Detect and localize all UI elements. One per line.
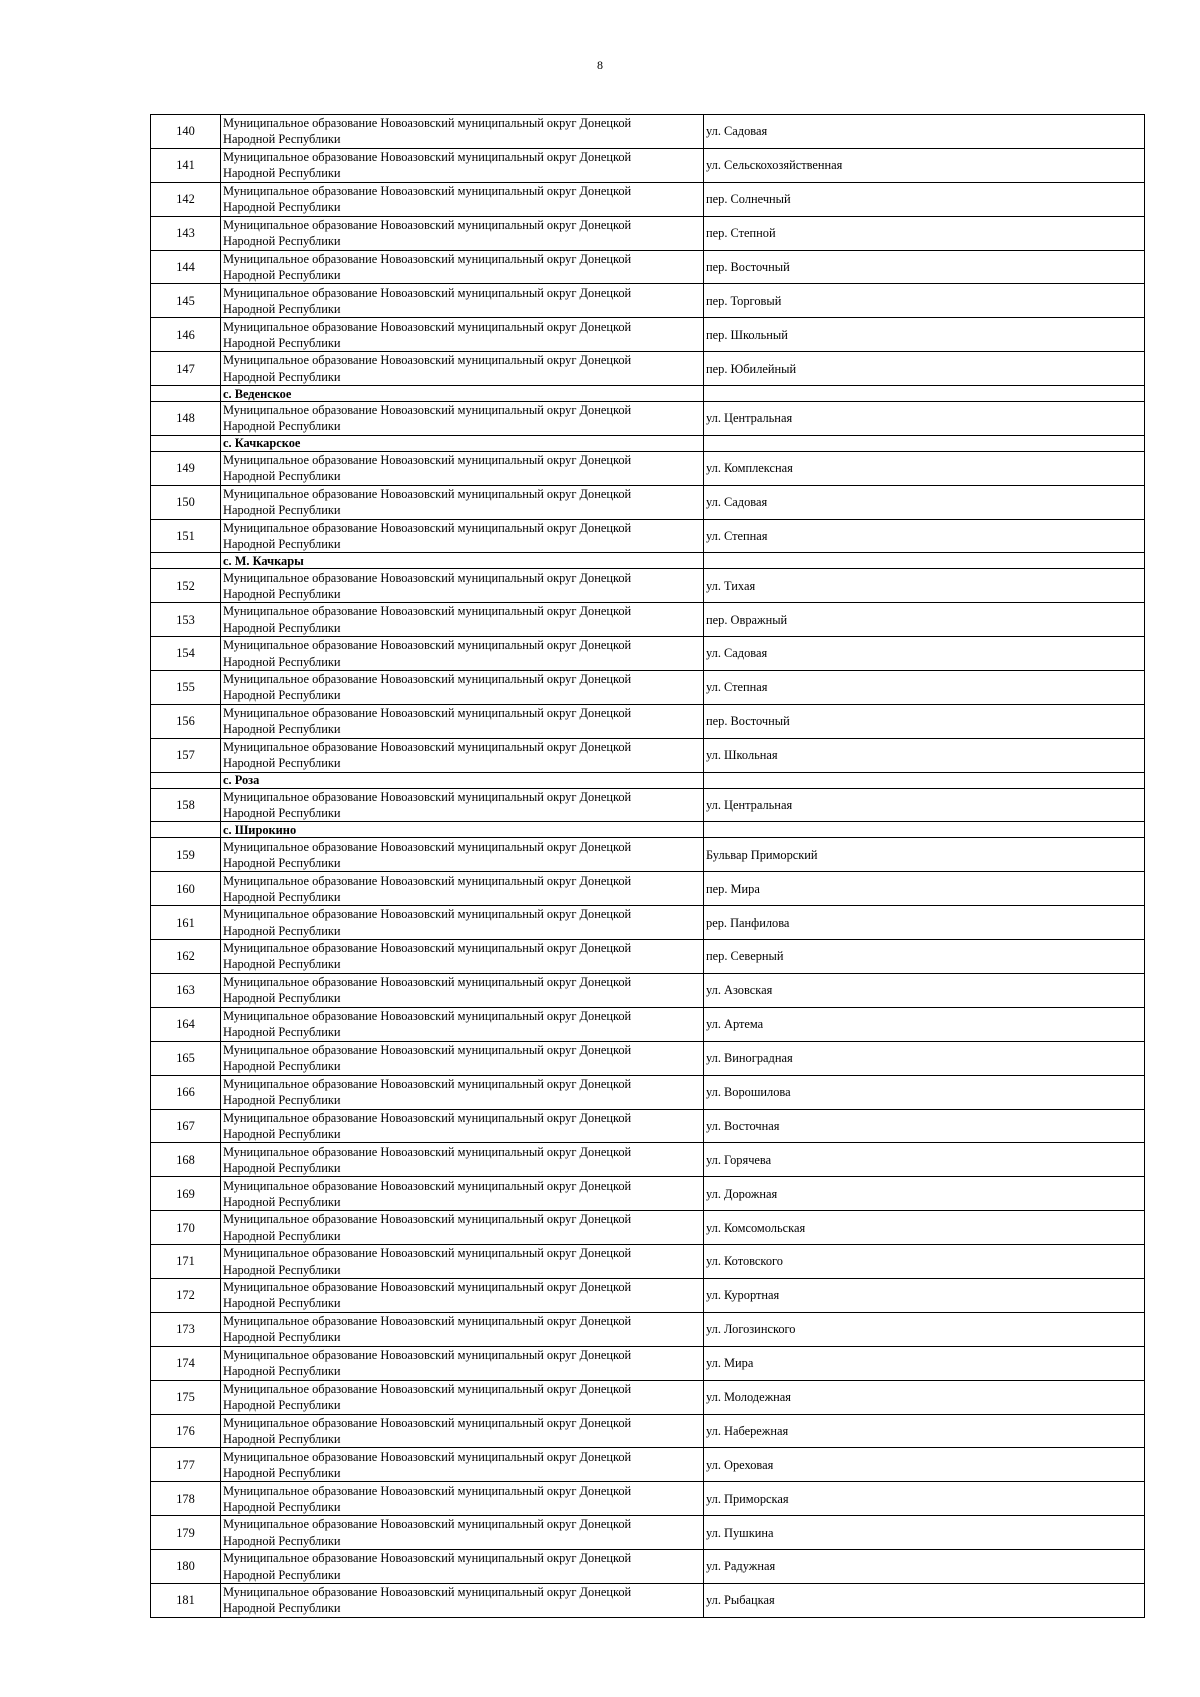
municipality-line-2: Народной Республики (223, 1364, 341, 1379)
table-row (151, 1414, 1145, 1448)
municipality-cell (221, 1278, 704, 1312)
municipality-line-2: Народной Республики (223, 537, 341, 552)
street-name: ул. Горячева (704, 1143, 1145, 1177)
table-row (151, 1109, 1145, 1143)
table-row (151, 1583, 1145, 1617)
municipality-line-1: Муниципальное образование Новоазовский муниципальный округ Донецкой (223, 1042, 632, 1057)
row-number: 150 (151, 485, 221, 519)
municipality-cell (221, 284, 704, 318)
municipality-cell (221, 1346, 704, 1380)
municipality-line-2: Народной Республики (223, 419, 341, 434)
municipality-line-2: Народной Республики (223, 1228, 341, 1243)
row-number: 172 (151, 1278, 221, 1312)
street-name: ул. Садовая (704, 115, 1145, 149)
table-row (151, 1245, 1145, 1279)
street-name: ул. Радужная (704, 1550, 1145, 1584)
street-name: ул. Котовского (704, 1245, 1145, 1279)
table-row (151, 1075, 1145, 1109)
municipality-cell (221, 402, 704, 436)
section-num-cell (151, 553, 221, 569)
settlement-title: с. Веденское (221, 386, 704, 402)
row-number: 146 (151, 318, 221, 352)
table-row (151, 940, 1145, 974)
street-name: ул. Комплексная (704, 451, 1145, 485)
municipality-line-2: Народной Республики (223, 1296, 341, 1311)
municipality-cell (221, 872, 704, 906)
municipality-line-1: Муниципальное образование Новоазовский муниципальный округ Донецкой (223, 1178, 632, 1193)
street-name: пер. Школьный (704, 318, 1145, 352)
table-row (151, 838, 1145, 872)
municipality-line-1: Муниципальное образование Новоазовский муниципальный округ Донецкой (223, 1415, 632, 1430)
table-row (151, 1380, 1145, 1414)
row-number: 154 (151, 637, 221, 671)
municipality-line-2: Народной Республики (223, 756, 341, 771)
municipality-cell (221, 973, 704, 1007)
municipality-cell (221, 318, 704, 352)
municipality-line-1: Муниципальное образование Новоазовский муниципальный округ Донецкой (223, 604, 632, 619)
municipality-cell (221, 1245, 704, 1279)
row-number: 160 (151, 872, 221, 906)
municipality-line-2: Народной Республики (223, 166, 341, 181)
municipality-line-2: Народной Республики (223, 923, 341, 938)
municipality-cell (221, 1075, 704, 1109)
municipality-line-2: Народной Республики (223, 722, 341, 737)
municipality-cell (221, 738, 704, 772)
municipality-cell (221, 1414, 704, 1448)
municipality-line-2: Народной Республики (223, 1533, 341, 1548)
section-row (151, 386, 1145, 402)
row-number: 180 (151, 1550, 221, 1584)
street-name: ул. Садовая (704, 485, 1145, 519)
row-number: 163 (151, 973, 221, 1007)
street-name: рер. Панфилова (704, 906, 1145, 940)
municipality-line-1: Муниципальное образование Новоазовский муниципальный округ Донецкой (223, 570, 632, 585)
municipality-line-1: Муниципальное образование Новоазовский муниципальный округ Донецкой (223, 839, 632, 854)
table-row (151, 637, 1145, 671)
table-row (151, 1177, 1145, 1211)
table-row (151, 569, 1145, 603)
row-number: 140 (151, 115, 221, 149)
row-number: 145 (151, 284, 221, 318)
street-name: пер. Степной (704, 216, 1145, 250)
municipality-line-1: Муниципальное образование Новоазовский муниципальный округ Донецкой (223, 1483, 632, 1498)
municipality-line-2: Народной Республики (223, 957, 341, 972)
street-name: пер. Овражный (704, 603, 1145, 637)
table-row (151, 1211, 1145, 1245)
municipality-cell (221, 603, 704, 637)
municipality-line-1: Муниципальное образование Новоазовский муниципальный округ Донецкой (223, 789, 632, 804)
municipality-cell (221, 1583, 704, 1617)
street-name: ул. Виноградная (704, 1041, 1145, 1075)
municipality-line-2: Народной Республики (223, 503, 341, 518)
municipality-line-1: Муниципальное образование Новоазовский муниципальный округ Донецкой (223, 907, 632, 922)
municipality-line-1: Муниципальное образование Новоазовский муниципальный округ Донецкой (223, 1314, 632, 1329)
municipality-line-2: Народной Республики (223, 200, 341, 215)
street-name: ул. Восточная (704, 1109, 1145, 1143)
municipality-cell (221, 451, 704, 485)
municipality-line-1: Муниципальное образование Новоазовский муниципальный округ Донецкой (223, 873, 632, 888)
municipality-line-2: Народной Республики (223, 586, 341, 601)
municipality-line-1: Муниципальное образование Новоазовский муниципальный округ Донецкой (223, 184, 632, 199)
municipality-line-1: Муниципальное образование Новоазовский муниципальный округ Донецкой (223, 285, 632, 300)
municipality-line-2: Народной Республики (223, 1093, 341, 1108)
table-row (151, 704, 1145, 738)
municipality-cell (221, 704, 704, 738)
section-street-cell (704, 553, 1145, 569)
municipality-line-2: Народной Республики (223, 1059, 341, 1074)
section-num-cell (151, 822, 221, 838)
settlement-title: с. М. Качкары (221, 553, 704, 569)
municipality-line-2: Народной Республики (223, 1262, 341, 1277)
row-number: 181 (151, 1583, 221, 1617)
row-number: 165 (151, 1041, 221, 1075)
row-number: 166 (151, 1075, 221, 1109)
row-number: 152 (151, 569, 221, 603)
table-row (151, 216, 1145, 250)
street-name: ул. Центральная (704, 788, 1145, 822)
section-num-cell (151, 386, 221, 402)
municipality-cell (221, 1312, 704, 1346)
municipality-cell (221, 1482, 704, 1516)
row-number: 178 (151, 1482, 221, 1516)
street-name: Бульвар Приморский (704, 838, 1145, 872)
municipality-line-1: Муниципальное образование Новоазовский муниципальный округ Донецкой (223, 975, 632, 990)
municipality-line-1: Муниципальное образование Новоазовский муниципальный округ Донецкой (223, 403, 632, 418)
municipality-line-2: Народной Республики (223, 301, 341, 316)
municipality-line-2: Народной Республики (223, 335, 341, 350)
municipality-cell (221, 250, 704, 284)
table-row (151, 485, 1145, 519)
section-num-cell (151, 772, 221, 788)
municipality-cell (221, 1177, 704, 1211)
municipality-line-1: Муниципальное образование Новоазовский муниципальный округ Донецкой (223, 1076, 632, 1091)
street-name: ул. Степная (704, 519, 1145, 553)
street-name: пер. Северный (704, 940, 1145, 974)
section-street-cell (704, 772, 1145, 788)
municipality-line-2: Народной Республики (223, 620, 341, 635)
table-row (151, 1143, 1145, 1177)
municipality-cell (221, 182, 704, 216)
street-name: ул. Дорожная (704, 1177, 1145, 1211)
table-row (151, 318, 1145, 352)
street-name: ул. Ореховая (704, 1448, 1145, 1482)
row-number: 171 (151, 1245, 221, 1279)
municipality-line-1: Муниципальное образование Новоазовский муниципальный округ Донецкой (223, 319, 632, 334)
row-number: 156 (151, 704, 221, 738)
street-name: ул. Тихая (704, 569, 1145, 603)
section-row (151, 822, 1145, 838)
row-number: 143 (151, 216, 221, 250)
row-number: 157 (151, 738, 221, 772)
municipality-line-2: Народной Республики (223, 806, 341, 821)
row-number: 168 (151, 1143, 221, 1177)
municipality-line-2: Народной Республики (223, 268, 341, 282)
municipality-line-2: Народной Республики (223, 991, 341, 1006)
street-name: ул. Молодежная (704, 1380, 1145, 1414)
row-number: 162 (151, 940, 221, 974)
municipality-line-2: Народной Республики (223, 1126, 341, 1141)
municipality-line-2: Народной Республики (223, 1398, 341, 1413)
table-row (151, 182, 1145, 216)
table-row (151, 1346, 1145, 1380)
table-row (151, 1448, 1145, 1482)
municipality-line-1: Муниципальное образование Новоазовский муниципальный округ Донецкой (223, 740, 632, 755)
row-number: 141 (151, 148, 221, 182)
street-name: ул. Логозинского (704, 1312, 1145, 1346)
street-name: пер. Восточный (704, 704, 1145, 738)
table-row (151, 352, 1145, 386)
table-row (151, 906, 1145, 940)
section-street-cell (704, 386, 1145, 402)
row-number: 175 (151, 1380, 221, 1414)
street-name: ул. Курортная (704, 1278, 1145, 1312)
municipality-line-2: Народной Республики (223, 1160, 341, 1175)
section-street-cell (704, 435, 1145, 451)
municipality-line-2: Народной Республики (223, 469, 341, 484)
municipality-cell (221, 352, 704, 386)
municipality-line-2: Народной Республики (223, 1601, 341, 1616)
municipality-cell (221, 906, 704, 940)
street-name: ул. Комсомольская (704, 1211, 1145, 1245)
row-number: 149 (151, 451, 221, 485)
municipality-line-2: Народной Республики (223, 1194, 341, 1209)
municipality-line-2: Народной Республики (223, 1025, 341, 1040)
row-number: 177 (151, 1448, 221, 1482)
municipality-line-1: Муниципальное образование Новоазовский муниципальный округ Донецкой (223, 1551, 632, 1566)
municipality-cell (221, 1211, 704, 1245)
municipality-cell (221, 838, 704, 872)
row-number: 144 (151, 250, 221, 284)
row-number: 167 (151, 1109, 221, 1143)
municipality-line-1: Муниципальное образование Новоазовский муниципальный округ Донецкой (223, 672, 632, 687)
municipality-cell (221, 1516, 704, 1550)
municipality-line-1: Муниципальное образование Новоазовский муниципальный округ Донецкой (223, 520, 632, 535)
municipality-line-1: Муниципальное образование Новоазовский муниципальный округ Донецкой (223, 1144, 632, 1159)
municipality-line-2: Народной Республики (223, 234, 341, 249)
street-name: ул. Приморская (704, 1482, 1145, 1516)
municipality-cell (221, 216, 704, 250)
municipality-line-1: Муниципальное образование Новоазовский муниципальный округ Донецкой (223, 150, 632, 165)
street-name: ул. Пушкина (704, 1516, 1145, 1550)
municipality-cell (221, 1143, 704, 1177)
municipality-cell (221, 1448, 704, 1482)
municipality-line-2: Народной Республики (223, 855, 341, 870)
municipality-cell (221, 671, 704, 705)
table-row (151, 1482, 1145, 1516)
municipality-line-1: Муниципальное образование Новоазовский муниципальный округ Донецкой (223, 706, 632, 721)
street-name: пер. Торговый (704, 284, 1145, 318)
row-number: 179 (151, 1516, 221, 1550)
street-name: ул. Степная (704, 671, 1145, 705)
table-row (151, 788, 1145, 822)
municipality-cell (221, 519, 704, 553)
street-name: ул. Мира (704, 1346, 1145, 1380)
municipality-cell (221, 148, 704, 182)
municipality-line-1: Муниципальное образование Новоазовский муниципальный округ Донецкой (223, 116, 632, 131)
municipality-line-1: Муниципальное образование Новоазовский муниципальный округ Донецкой (223, 1449, 632, 1464)
street-name: ул. Артема (704, 1007, 1145, 1041)
table-row (151, 603, 1145, 637)
street-name: ул. Садовая (704, 637, 1145, 671)
municipality-line-2: Народной Республики (223, 1330, 341, 1345)
table-row (151, 115, 1145, 149)
municipality-line-1: Муниципальное образование Новоазовский муниципальный округ Донецкой (223, 486, 632, 501)
row-number: 176 (151, 1414, 221, 1448)
municipality-cell (221, 115, 704, 149)
municipality-line-2: Народной Республики (223, 688, 341, 703)
row-number: 174 (151, 1346, 221, 1380)
municipality-line-1: Муниципальное образование Новоазовский муниципальный округ Донецкой (223, 941, 632, 956)
table-row (151, 1041, 1145, 1075)
municipality-line-1: Муниципальное образование Новоазовский муниципальный округ Донецкой (223, 1009, 632, 1024)
table-row (151, 451, 1145, 485)
municipality-line-2: Народной Республики (223, 1499, 341, 1514)
street-registry-table (150, 114, 1145, 1618)
municipality-line-2: Народной Республики (223, 889, 341, 904)
page-number: 8 (597, 58, 603, 72)
settlement-title: с. Роза (221, 772, 704, 788)
municipality-line-1: Муниципальное образование Новоазовский муниципальный округ Донецкой (223, 353, 632, 368)
municipality-cell (221, 940, 704, 974)
section-num-cell (151, 435, 221, 451)
registry-body (151, 115, 1145, 1618)
row-number: 155 (151, 671, 221, 705)
row-number: 147 (151, 352, 221, 386)
row-number: 164 (151, 1007, 221, 1041)
street-name: ул. Азовская (704, 973, 1145, 1007)
table-row (151, 872, 1145, 906)
table-row (151, 1550, 1145, 1584)
municipality-cell (221, 637, 704, 671)
municipality-cell (221, 1007, 704, 1041)
municipality-line-1: Муниципальное образование Новоазовский муниципальный округ Донецкой (223, 1280, 632, 1295)
street-name: пер. Восточный (704, 250, 1145, 284)
municipality-line-2: Народной Республики (223, 1465, 341, 1480)
settlement-title: с. Широкино (221, 822, 704, 838)
municipality-line-2: Народной Республики (223, 369, 341, 384)
row-number: 148 (151, 402, 221, 436)
row-number: 151 (151, 519, 221, 553)
street-name: ул. Ворошилова (704, 1075, 1145, 1109)
row-number: 173 (151, 1312, 221, 1346)
municipality-line-1: Муниципальное образование Новоазовский муниципальный округ Донецкой (223, 1381, 632, 1396)
table-row (151, 519, 1145, 553)
municipality-line-1: Муниципальное образование Новоазовский муниципальный округ Донецкой (223, 1110, 632, 1125)
street-name: пер. Мира (704, 872, 1145, 906)
row-number: 170 (151, 1211, 221, 1245)
section-row (151, 553, 1145, 569)
municipality-line-2: Народной Республики (223, 1431, 341, 1446)
street-name: пер. Юбилейный (704, 352, 1145, 386)
municipality-cell (221, 1109, 704, 1143)
table-row (151, 973, 1145, 1007)
municipality-line-2: Народной Республики (223, 654, 341, 669)
street-name: ул. Школьная (704, 738, 1145, 772)
municipality-line-1: Муниципальное образование Новоазовский муниципальный округ Донецкой (223, 217, 632, 232)
section-street-cell (704, 822, 1145, 838)
municipality-line-2: Народной Республики (223, 1567, 341, 1582)
table-row (151, 738, 1145, 772)
row-number: 142 (151, 182, 221, 216)
table-row (151, 1516, 1145, 1550)
section-row (151, 435, 1145, 451)
row-number: 161 (151, 906, 221, 940)
row-number: 158 (151, 788, 221, 822)
municipality-cell (221, 1041, 704, 1075)
row-number: 169 (151, 1177, 221, 1211)
municipality-line-1: Муниципальное образование Новоазовский муниципальный округ Донецкой (223, 251, 632, 266)
municipality-cell (221, 1550, 704, 1584)
table-row (151, 671, 1145, 705)
municipality-line-1: Муниципальное образование Новоазовский муниципальный округ Донецкой (223, 638, 632, 653)
table-row (151, 148, 1145, 182)
table-row (151, 250, 1145, 284)
row-number: 159 (151, 838, 221, 872)
street-name: ул. Рыбацкая (704, 1583, 1145, 1617)
row-number: 153 (151, 603, 221, 637)
settlement-title: с. Качкарское (221, 435, 704, 451)
street-name: ул. Набережная (704, 1414, 1145, 1448)
municipality-cell (221, 485, 704, 519)
municipality-line-1: Муниципальное образование Новоазовский муниципальный округ Донецкой (223, 1585, 632, 1600)
municipality-line-1: Муниципальное образование Новоазовский муниципальный округ Донецкой (223, 1347, 632, 1362)
table-row (151, 1007, 1145, 1041)
municipality-line-1: Муниципальное образование Новоазовский муниципальный округ Донецкой (223, 1517, 632, 1532)
municipality-line-1: Муниципальное образование Новоазовский муниципальный округ Донецкой (223, 1212, 632, 1227)
table-row (151, 284, 1145, 318)
municipality-line-1: Муниципальное образование Новоазовский муниципальный округ Донецкой (223, 1246, 632, 1261)
street-name: ул. Сельскохозяйственная (704, 148, 1145, 182)
municipality-line-1: Муниципальное образование Новоазовский муниципальный округ Донецкой (223, 453, 632, 468)
table-row (151, 1312, 1145, 1346)
section-row (151, 772, 1145, 788)
municipality-line-2: Народной Республики (223, 132, 341, 147)
street-name: ул. Центральная (704, 402, 1145, 436)
municipality-cell (221, 1380, 704, 1414)
table-row (151, 1278, 1145, 1312)
table-row (151, 402, 1145, 436)
municipality-cell (221, 569, 704, 603)
municipality-cell (221, 788, 704, 822)
street-name: пер. Солнечный (704, 182, 1145, 216)
